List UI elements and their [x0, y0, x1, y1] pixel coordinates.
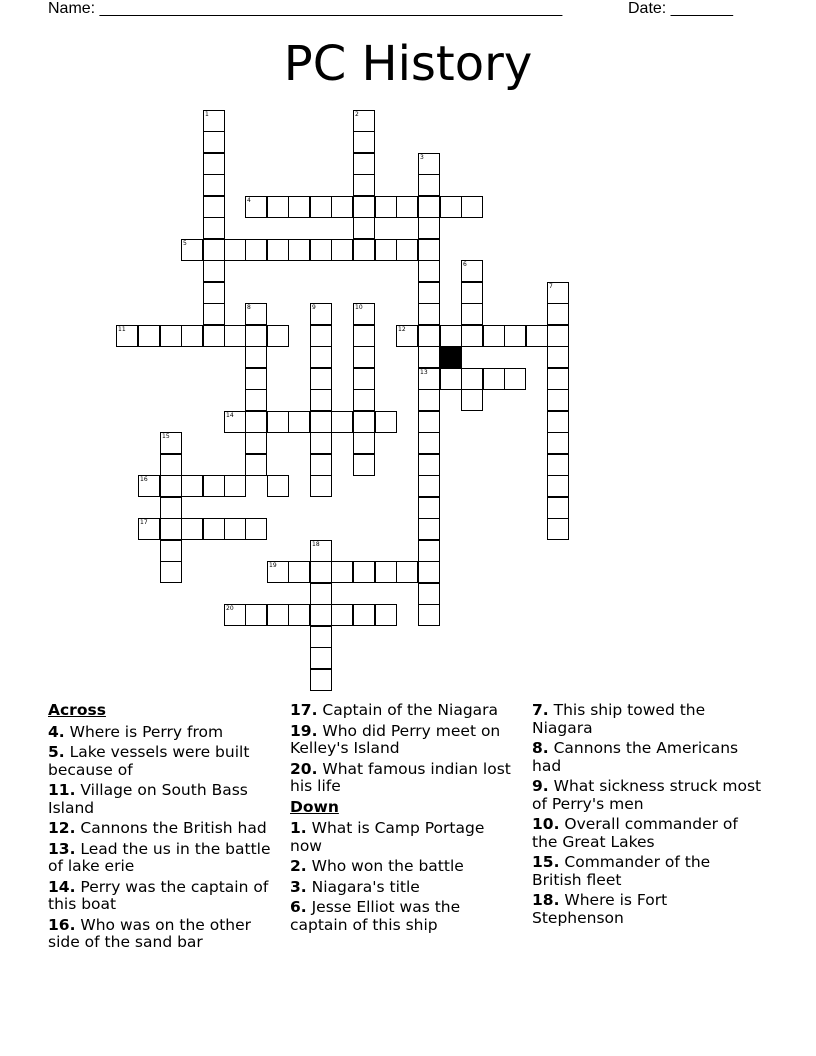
grid-cell[interactable] — [245, 518, 267, 540]
cell-number: 10 — [355, 304, 363, 311]
clue-number: 4. — [48, 722, 65, 741]
grid-cell[interactable] — [288, 239, 310, 261]
grid-cell[interactable] — [353, 131, 375, 153]
grid-cell[interactable] — [547, 282, 569, 304]
cell-number: 18 — [312, 541, 320, 548]
grid-cell[interactable] — [418, 282, 440, 304]
clue-down-6 — [290, 899, 520, 934]
clue-text: What famous indian lost his life — [290, 759, 511, 795]
grid-cell[interactable] — [310, 540, 332, 562]
grid-cell[interactable] — [160, 454, 182, 476]
grid-cell[interactable] — [547, 368, 569, 390]
clues-column-1 — [48, 702, 278, 955]
clue-number: 8. — [532, 739, 549, 757]
clue-down-2 — [290, 858, 520, 876]
grid-cell[interactable] — [203, 475, 225, 497]
cell-number: 2 — [355, 111, 359, 118]
grid-cell[interactable] — [116, 325, 138, 347]
grid-cell[interactable] — [440, 196, 462, 218]
grid-cell[interactable] — [181, 325, 203, 347]
clue-text: Perry was the captain of this boat — [48, 877, 269, 913]
grid-cell[interactable] — [353, 325, 375, 347]
grid-cell[interactable] — [310, 647, 332, 669]
grid-cell[interactable] — [396, 196, 418, 218]
grid-cell[interactable] — [331, 196, 353, 218]
grid-cell[interactable] — [526, 325, 548, 347]
grid-cell[interactable] — [461, 282, 483, 304]
grid-cell[interactable] — [138, 518, 160, 540]
clue-number: 20. — [290, 759, 318, 778]
cell-number: 17 — [140, 519, 148, 526]
cell-number: 6 — [463, 261, 467, 268]
grid-cell[interactable] — [310, 196, 332, 218]
clue-across-13 — [48, 841, 278, 876]
grid-cell[interactable] — [267, 475, 289, 497]
grid-cell[interactable] — [418, 153, 440, 175]
grid-cell[interactable] — [245, 196, 267, 218]
grid-cell[interactable] — [547, 346, 569, 368]
cell-number: 5 — [183, 240, 187, 247]
grid-cell[interactable] — [288, 604, 310, 626]
clue-number: 16. — [48, 915, 76, 934]
clue-text: Overall commander of the Great Lakes — [532, 815, 738, 851]
clue-down-15 — [532, 854, 762, 889]
grid-cell[interactable] — [353, 561, 375, 583]
grid-cell[interactable] — [418, 325, 440, 347]
grid-cell[interactable] — [375, 604, 397, 626]
clue-text: This ship towed the Niagara — [532, 701, 706, 737]
grid-cell[interactable] — [353, 368, 375, 390]
grid-cell[interactable] — [160, 497, 182, 519]
cell-number: 3 — [420, 154, 424, 161]
grid-cell[interactable] — [418, 346, 440, 368]
clue-number: 13. — [48, 839, 76, 858]
grid-cell[interactable] — [483, 368, 505, 390]
grid-cell[interactable] — [418, 217, 440, 239]
grid-cell[interactable] — [396, 561, 418, 583]
clue-across-16 — [48, 917, 278, 952]
clue-text: Niagara's title — [306, 877, 420, 896]
grid-cell[interactable] — [461, 196, 483, 218]
clue-across-14 — [48, 879, 278, 914]
grid-cell[interactable] — [267, 325, 289, 347]
grid-cell[interactable] — [203, 260, 225, 282]
grid-cell[interactable] — [418, 604, 440, 626]
grid-cell[interactable] — [267, 411, 289, 433]
grid-cell[interactable] — [203, 325, 225, 347]
cell-number: 15 — [162, 433, 170, 440]
grid-cell[interactable] — [310, 454, 332, 476]
grid-cell[interactable] — [224, 239, 246, 261]
clue-text: Cannons the Americans had — [532, 739, 739, 775]
clue-across-11 — [48, 782, 278, 817]
cell-number: 12 — [398, 326, 406, 333]
clue-text: Where is Perry from — [64, 722, 224, 741]
grid-cell[interactable] — [353, 217, 375, 239]
grid-cell[interactable] — [353, 454, 375, 476]
clue-across-4 — [48, 724, 278, 742]
grid-cell[interactable] — [547, 432, 569, 454]
grid-cell[interactable] — [203, 239, 225, 261]
grid-cell[interactable] — [288, 411, 310, 433]
clue-text: Lake vessels were built because of — [48, 743, 250, 779]
cell-number: 14 — [226, 412, 234, 419]
cell-number: 8 — [247, 304, 251, 311]
grid-cell[interactable] — [245, 303, 267, 325]
grid-cell[interactable] — [245, 432, 267, 454]
grid-cell[interactable] — [353, 411, 375, 433]
grid-cell[interactable] — [310, 303, 332, 325]
grid-cell[interactable] — [547, 325, 569, 347]
clue-number: 10. — [532, 815, 560, 833]
grid-cell[interactable] — [160, 518, 182, 540]
grid-cell[interactable] — [288, 561, 310, 583]
grid-cell[interactable] — [504, 325, 526, 347]
date-field-label: Date: _______ — [628, 0, 733, 17]
clue-number: 7. — [532, 701, 549, 719]
grid-cell[interactable] — [310, 346, 332, 368]
grid-cell[interactable] — [160, 432, 182, 454]
grid-cell[interactable] — [245, 604, 267, 626]
grid-cell[interactable] — [353, 239, 375, 261]
grid-cell[interactable] — [418, 196, 440, 218]
grid-cell[interactable] — [418, 411, 440, 433]
clue-across-20 — [290, 761, 520, 796]
grid-cell[interactable] — [396, 325, 418, 347]
clue-number: 1. — [290, 819, 307, 837]
grid-cell[interactable] — [203, 110, 225, 132]
down-heading: Down — [290, 797, 339, 816]
grid-cell[interactable] — [310, 432, 332, 454]
grid-cell[interactable] — [203, 153, 225, 175]
clue-number: 6. — [290, 898, 307, 916]
across-heading: Across — [48, 701, 106, 719]
grid-cell[interactable] — [310, 475, 332, 497]
grid-cell[interactable] — [138, 325, 160, 347]
grid-cell[interactable] — [310, 239, 332, 261]
grid-cell[interactable] — [418, 475, 440, 497]
grid-cell[interactable] — [353, 110, 375, 132]
clue-number: 15. — [532, 853, 560, 871]
grid-cell[interactable] — [224, 475, 246, 497]
grid-cell[interactable] — [160, 475, 182, 497]
clue-text: Cannons the British had — [75, 819, 267, 837]
grid-cell[interactable] — [418, 518, 440, 540]
grid-cell[interactable] — [203, 174, 225, 196]
clue-down-10 — [532, 816, 762, 851]
grid-cell[interactable] — [461, 368, 483, 390]
grid-cell[interactable] — [461, 303, 483, 325]
grid-cell[interactable] — [353, 432, 375, 454]
grid-cell[interactable] — [418, 454, 440, 476]
clue-number: 9. — [532, 777, 549, 795]
grid-cell[interactable] — [375, 561, 397, 583]
grid-cell[interactable] — [224, 518, 246, 540]
grid-cell[interactable] — [245, 368, 267, 390]
grid-cell[interactable] — [310, 411, 332, 433]
clue-text: Who did Perry meet on Kelley's Island — [290, 721, 501, 757]
clue-down-3 — [290, 879, 520, 897]
clue-number: 17. — [290, 701, 318, 719]
grid-cell[interactable] — [418, 368, 440, 390]
clue-text: Jesse Elliot was the captain of this ship — [290, 898, 461, 934]
grid-cell[interactable] — [245, 411, 267, 433]
grid-cell[interactable] — [331, 239, 353, 261]
grid-cell[interactable] — [547, 303, 569, 325]
clue-down-7 — [532, 702, 762, 737]
grid-cell[interactable] — [418, 389, 440, 411]
grid-cell[interactable] — [310, 368, 332, 390]
grid-cell[interactable] — [224, 604, 246, 626]
grid-cell[interactable] — [418, 432, 440, 454]
grid-cell[interactable] — [160, 325, 182, 347]
grid-cell[interactable] — [203, 131, 225, 153]
clue-text: Village on South Bass Island — [48, 781, 248, 817]
grid-cell[interactable] — [353, 174, 375, 196]
clue-across-5 — [48, 744, 278, 779]
grid-cell[interactable] — [267, 239, 289, 261]
clue-across-17 — [290, 702, 520, 720]
grid-cell[interactable] — [160, 540, 182, 562]
grid-cell[interactable] — [418, 561, 440, 583]
grid-cell[interactable] — [353, 346, 375, 368]
clue-text: Captain of the Niagara — [317, 701, 499, 719]
clue-text: What is Camp Portage now — [290, 819, 485, 855]
clue-down-8 — [532, 740, 762, 775]
grid-cell[interactable] — [483, 325, 505, 347]
grid-cell[interactable] — [353, 303, 375, 325]
grid-cell[interactable] — [310, 583, 332, 605]
grid-cell[interactable] — [181, 239, 203, 261]
page-title: PC History — [283, 36, 533, 92]
grid-cell[interactable] — [375, 196, 397, 218]
grid-cell[interactable] — [203, 217, 225, 239]
grid-cell[interactable] — [331, 604, 353, 626]
cell-number: 13 — [420, 369, 428, 376]
grid-cell[interactable] — [461, 260, 483, 282]
grid-cell[interactable] — [267, 561, 289, 583]
grid-cell[interactable] — [440, 368, 462, 390]
grid-cell[interactable] — [461, 325, 483, 347]
grid-cell[interactable] — [310, 325, 332, 347]
grid-cell[interactable] — [375, 411, 397, 433]
grid-cell[interactable] — [440, 325, 462, 347]
grid-cell[interactable] — [353, 153, 375, 175]
grid-cell[interactable] — [396, 239, 418, 261]
clue-text: Who was on the other side of the sand bar — [48, 915, 252, 951]
clues-column-3 — [532, 702, 762, 930]
clue-number: 5. — [48, 743, 65, 761]
grid-cell[interactable] — [547, 475, 569, 497]
grid-cell[interactable] — [310, 389, 332, 411]
grid-cell[interactable] — [310, 604, 332, 626]
grid-cell[interactable] — [418, 583, 440, 605]
grid-cell[interactable] — [353, 389, 375, 411]
cell-number: 16 — [140, 476, 148, 483]
clue-text: What sickness struck most of Perry's men — [532, 777, 762, 813]
grid-cell[interactable] — [203, 196, 225, 218]
cell-number: 11 — [118, 326, 126, 333]
grid-cell[interactable] — [245, 346, 267, 368]
grid-cell[interactable] — [331, 561, 353, 583]
clue-text: Who won the battle — [306, 857, 464, 875]
grid-cell[interactable] — [310, 626, 332, 648]
grid-cell[interactable] — [331, 411, 353, 433]
grid-cell[interactable] — [375, 239, 397, 261]
black-grid-cell — [440, 346, 462, 368]
grid-cell[interactable] — [224, 325, 246, 347]
grid-cell[interactable] — [547, 518, 569, 540]
cell-number: 4 — [247, 197, 251, 204]
grid-cell[interactable] — [504, 368, 526, 390]
grid-cell[interactable] — [245, 454, 267, 476]
cell-number: 1 — [205, 111, 209, 118]
grid-cell[interactable] — [418, 303, 440, 325]
clue-text: Where is Fort Stephenson — [532, 891, 668, 927]
grid-cell[interactable] — [547, 411, 569, 433]
grid-cell[interactable] — [353, 604, 375, 626]
grid-cell[interactable] — [547, 389, 569, 411]
grid-cell[interactable] — [418, 174, 440, 196]
clue-number: 18. — [532, 891, 560, 909]
grid-cell[interactable] — [418, 497, 440, 519]
cell-number: 7 — [549, 283, 553, 290]
clue-number: 3. — [290, 877, 307, 896]
name-field-label: Name: ____________________________________________________ — [48, 0, 563, 17]
cell-number: 20 — [226, 605, 234, 612]
cell-number: 19 — [269, 562, 277, 569]
grid-cell[interactable] — [138, 475, 160, 497]
grid-cell[interactable] — [203, 518, 225, 540]
grid-cell[interactable] — [461, 389, 483, 411]
grid-cell[interactable] — [245, 389, 267, 411]
clue-text: Lead the us in the battle of lake erie — [48, 839, 271, 875]
clue-number: 14. — [48, 877, 76, 896]
clue-number: 11. — [48, 781, 76, 799]
clue-down-9 — [532, 778, 762, 813]
grid-cell[interactable] — [353, 196, 375, 218]
clue-number: 19. — [290, 721, 318, 740]
grid-cell[interactable] — [181, 518, 203, 540]
cell-number: 9 — [312, 304, 316, 311]
clue-across-12 — [48, 820, 278, 838]
grid-cell[interactable] — [288, 196, 310, 218]
grid-cell[interactable] — [547, 454, 569, 476]
clue-number: 2. — [290, 857, 307, 875]
grid-cell[interactable] — [547, 497, 569, 519]
clues-column-2 — [290, 702, 520, 937]
clue-across-19 — [290, 723, 520, 758]
clue-text: Commander of the British fleet — [532, 853, 711, 889]
grid-cell[interactable] — [267, 196, 289, 218]
grid-cell[interactable] — [245, 239, 267, 261]
grid-cell[interactable] — [418, 239, 440, 261]
clue-down-1 — [290, 820, 520, 855]
grid-cell[interactable] — [418, 260, 440, 282]
grid-cell[interactable] — [310, 561, 332, 583]
grid-cell[interactable] — [160, 561, 182, 583]
grid-cell[interactable] — [224, 411, 246, 433]
grid-cell[interactable] — [310, 669, 332, 691]
grid-cell[interactable] — [418, 540, 440, 562]
grid-cell[interactable] — [203, 303, 225, 325]
clue-down-18 — [532, 892, 762, 927]
grid-cell[interactable] — [203, 282, 225, 304]
grid-cell[interactable] — [245, 325, 267, 347]
grid-cell[interactable] — [181, 475, 203, 497]
clue-number: 12. — [48, 819, 76, 837]
grid-cell[interactable] — [267, 604, 289, 626]
